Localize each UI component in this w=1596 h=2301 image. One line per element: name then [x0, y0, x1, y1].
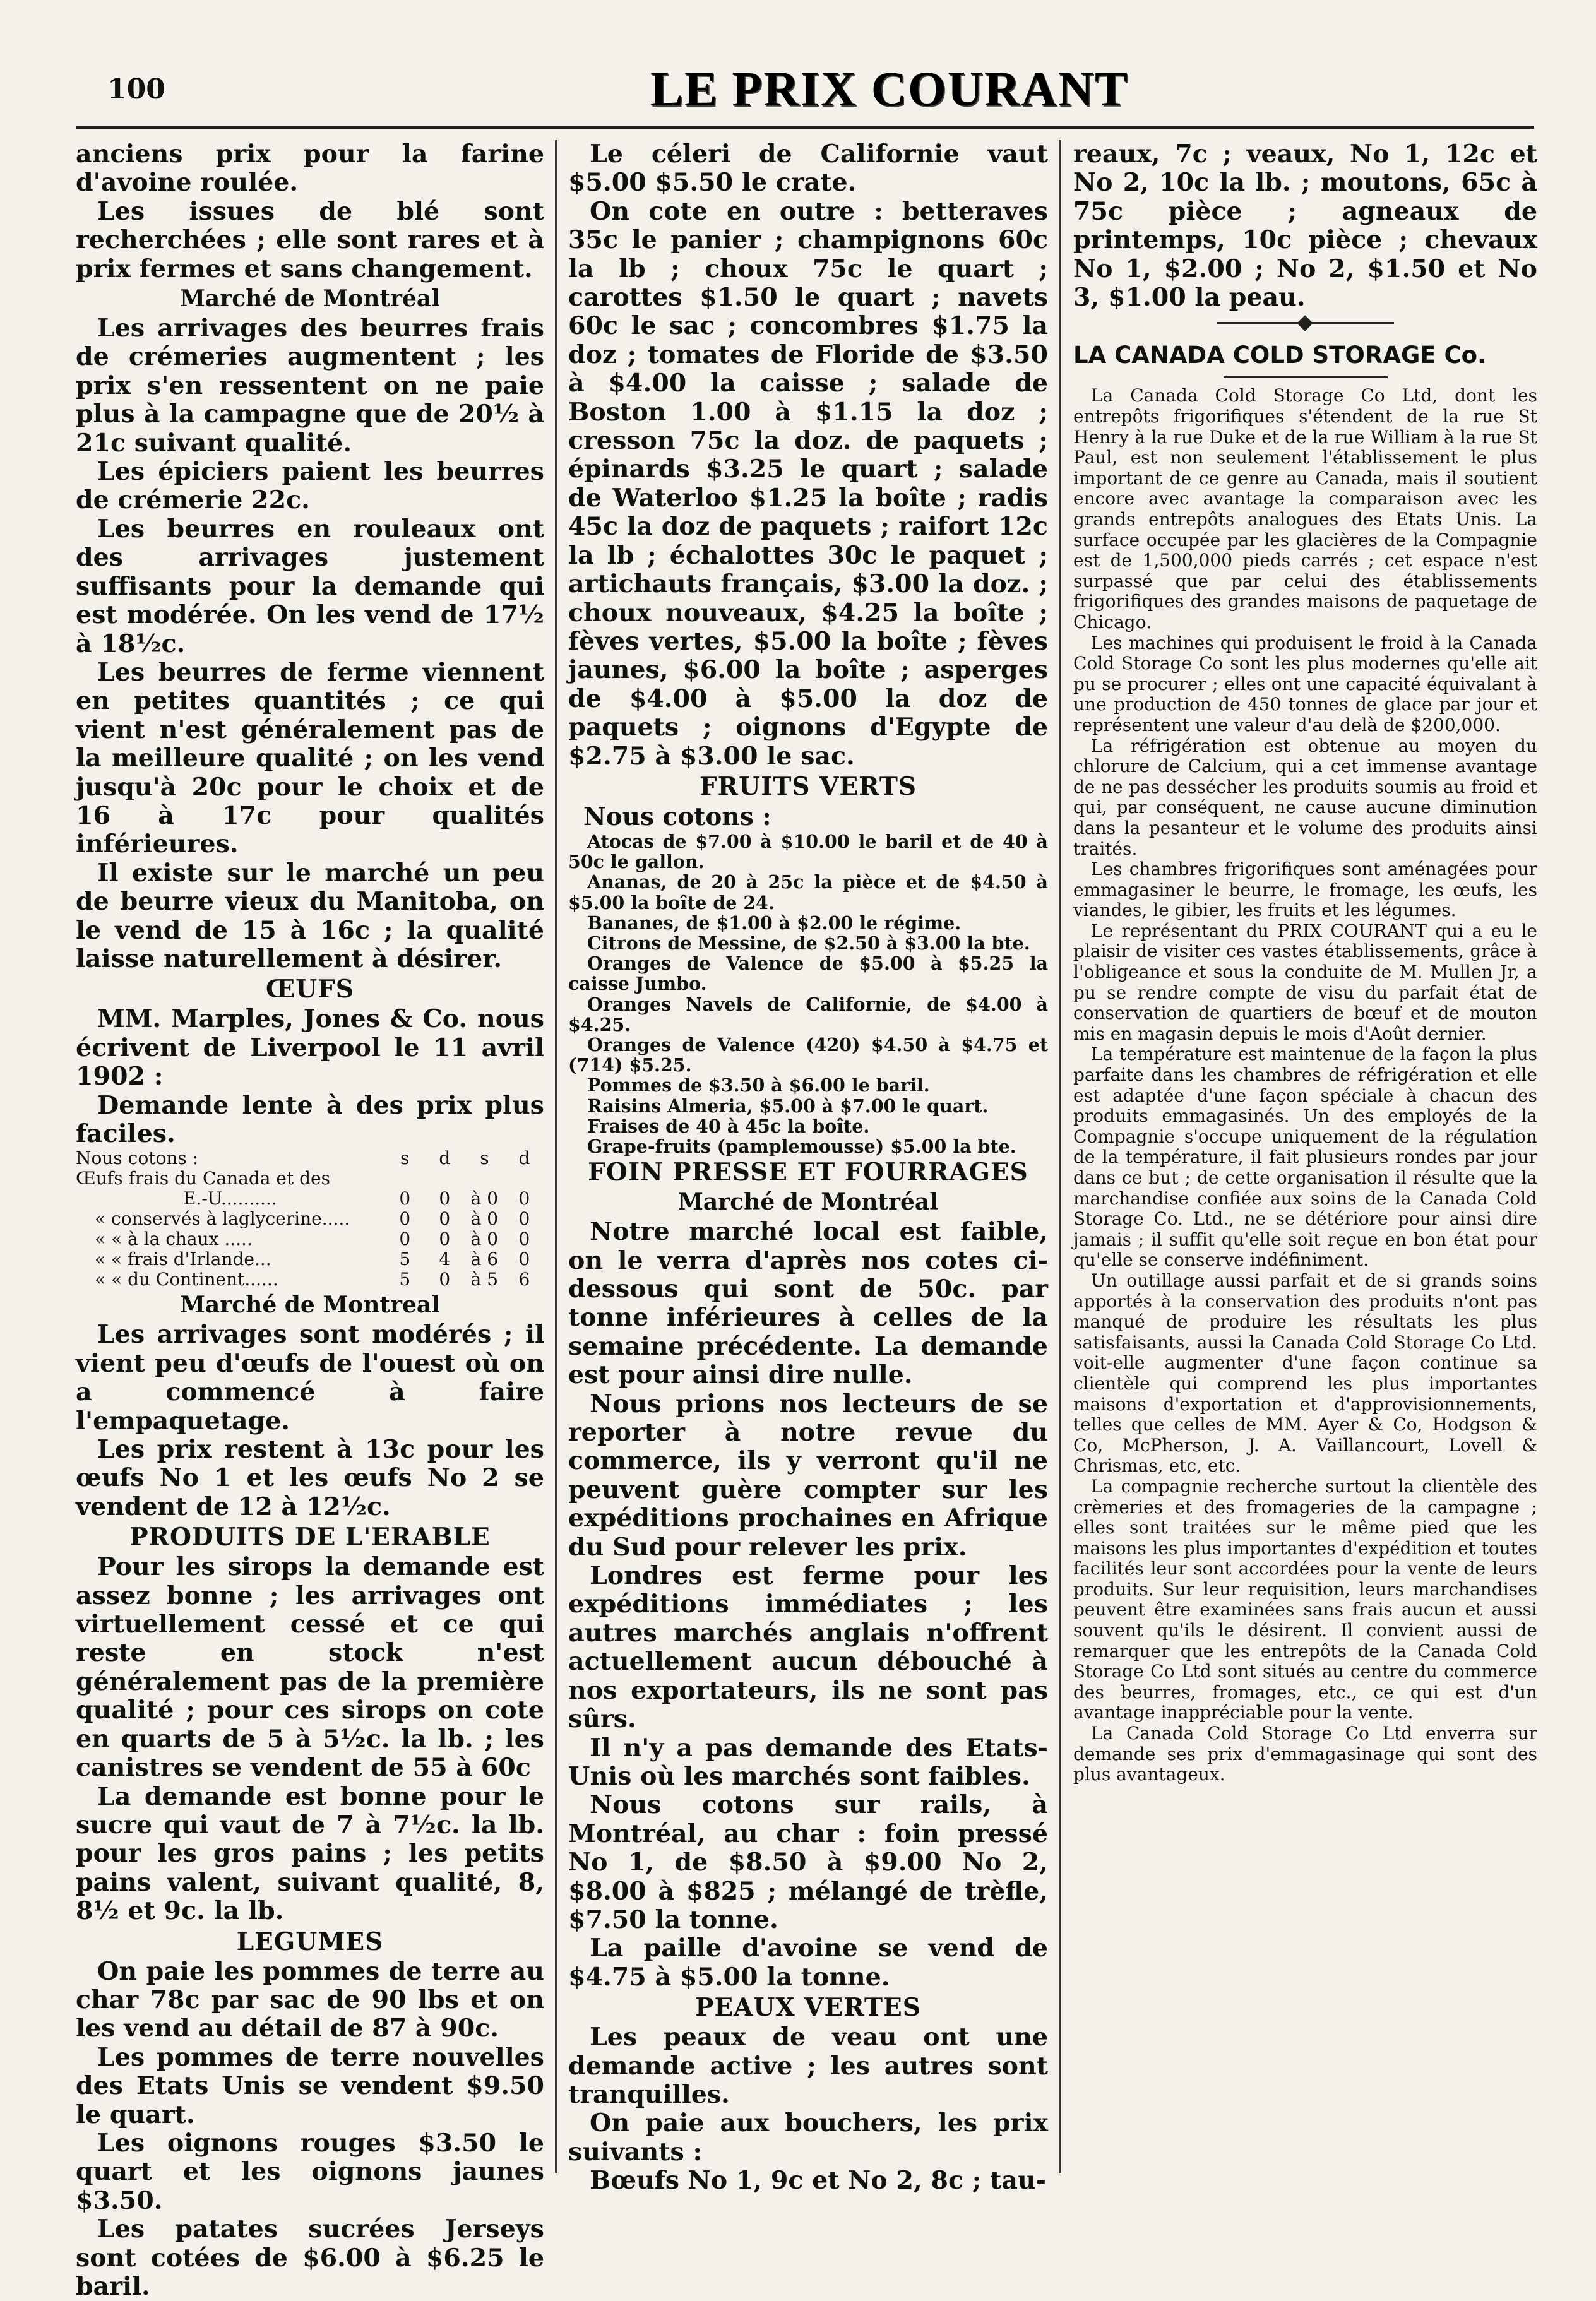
- paragraph: Les prix restent à 13c pour les œufs No 1 et les œufs No 2 se vendent de 12 à 12½c.: [76, 1435, 544, 1521]
- table-cell: 0: [439, 1269, 451, 1290]
- paragraph: Notre marché local est faible, on le verra d'après nos cotes ci-dessous qui sont de 50c. par tonne inférieures à celles de la semaine précédente. La demande est pour ainsi dire nulle.: [568, 1217, 1048, 1390]
- paragraph: reaux, 7c ; veaux, No 1, 12c et No 2, 10c la lb. ; moutons, 65c à 75c pièce ; agneaux de printemps, 10c pièce ; chevaux No 1, $2.00 ; No 2, $1.50 et No 3, $1.00 la peau.: [1073, 140, 1537, 312]
- table-cell: 0: [439, 1188, 451, 1210]
- paragraph: Le céleri de Californie vaut $5.00 $5.50 le crate.: [568, 140, 1048, 198]
- list-item: Raisins Almeria, $5.00 à $7.00 le quart.: [587, 1095, 989, 1117]
- list-item: Pommes de $3.50 à $6.00 le baril.: [587, 1074, 930, 1097]
- table-cell: 0: [518, 1208, 530, 1230]
- table-cell: 0: [518, 1188, 530, 1210]
- section-heading: Marché de Montréal: [180, 285, 440, 312]
- table-cell: 4: [439, 1249, 451, 1270]
- table-cell: 5: [399, 1269, 411, 1290]
- table-cell: [504, 1168, 544, 1189]
- paragraph: La réfrigération est obtenue au moyen du chlorure de Calcium, qui a cet immense avantage de ne pas dessécher les produits soumis au froid et qui, par conséquent, ne cause aucune diminution dans la pesanteur et le volume des produits ainsi traités.: [1073, 735, 1537, 859]
- paragraph: Pour les sirops la demande est assez bonne ; les arrivages ont virtuellement cessé et ce qui reste en stock n'est généralement pas de la première qualité ; pour ces sirops on cote en quarts de 5 à 5½c. la lb. ; les canistres se vendent de 55 à 60c: [76, 1552, 544, 1783]
- column-divider: [1059, 140, 1061, 2173]
- table-cell: [425, 1168, 465, 1189]
- paragraph: Demande lente à des prix plus faciles.: [76, 1090, 544, 1148]
- header-rule: [76, 126, 1534, 129]
- table-row: [76, 1189, 544, 1209]
- table-row: [76, 1269, 544, 1290]
- paragraph: La température est maintenue de la façon la plus parfaite dans les chambres de réfrigération et elle est adaptée d'une façon spéciale à chacun des produits emmagasinés. Un des employés de la Compagnie s'occupe uniquement de la régulation de la température, il fait plusieurs rondes par jour dans ce but ; de cette organisation il résulte que la marchandise confiée aux soins de la Canada Cold Storage Co. Ltd., ne se détériore pour ainsi dire jamais ; il suffit qu'elle soit reçue en bon état pour qu'elle se conserve indéfiniment.: [1073, 1043, 1537, 1271]
- table-row: [76, 1229, 544, 1249]
- list-item: Bananes, de $1.00 à $2.00 le régime.: [587, 912, 962, 934]
- ornamental-divider: [1217, 322, 1394, 324]
- paragraph: Londres est ferme pour les expéditions immédiates ; les autres marchés anglais n'offrent actuellement aucun débouché à nos exportateurs, ils ne sont pas sûrs.: [568, 1561, 1048, 1734]
- paragraph: La paille d'avoine se vend de $4.75 à $5.00 la tonne.: [568, 1934, 1048, 1992]
- paragraph: Les chambres frigorifiques sont aménagées pour emmagasiner le beurre, le fromage, les œufs, les viandes, le gibier, les fruits et les légumes.: [1073, 859, 1537, 921]
- table-cell: 0: [518, 1249, 530, 1270]
- section-heading: Marché de Montreal: [180, 1292, 440, 1319]
- list-item: Ananas, de 20 à 25c la pièce et de $4.50 à $5.00 la boîte de 24.: [568, 871, 1048, 913]
- paragraph: La Canada Cold Storage Co Ltd enverra sur demande ses prix d'emmagasinage qui sont des plus avantageux.: [1073, 1723, 1537, 1785]
- paragraph: Les arrivages sont modérés ; il vient peu d'œufs de l'ouest où on a commencé à faire l'empaquetage.: [76, 1320, 544, 1436]
- list-item: Oranges de Valence (420) $4.50 à $4.75 et (714) $5.25.: [568, 1033, 1048, 1076]
- paragraph: On cote en outre : betteraves 35c le panier ; champignons 60c la lb ; choux 75c le quart ; carottes $1.50 le quart ; navets 60c le sac ; concombres $1.75 la doz ; tomates de Floride de $3.50 à $4.00 la caisse ; salade de Boston 1.00 à $1.15 la doz ; cresson 75c la doz. de paquets ; épinards $3.25 le quart ; salade de Waterloo $1.25 la boîte ; radis 45c la doz de paquets ; raifort 12c la lb ; échalottes 30c le paquet ; artichauts français, $3.00 la doz. ; choux nouveaux, $4.25 la boîte ; fèves vertes, $5.00 la boîte ; fèves jaunes, $6.00 la boîte ; asperges de $4.00 à $5.00 la doz de paquets ; oignons d'Egypte de $2.75 à $3.00 le sac.: [568, 196, 1048, 771]
- table-cell: « « frais d'Irlande...: [95, 1249, 271, 1270]
- table-cell: à 0: [470, 1188, 499, 1210]
- table-row: [76, 1209, 544, 1229]
- table-cell: d: [439, 1148, 451, 1169]
- table-cell: [385, 1168, 425, 1189]
- paragraph: MM. Marples, Jones & Co. nous écrivent de Liverpool le 11 avril 1902 :: [76, 1004, 544, 1091]
- table-cell: Nous cotons :: [76, 1148, 199, 1169]
- egg-price-table: [76, 1148, 544, 1290]
- paragraph: Les machines qui produisent le froid à la Canada Cold Storage Co sont les plus modernes qu'elle ait pu se procurer ; elles ont une capacité équivalant à une production de 450 tonnes de glace par jour et représentent une valeur d'au delà de $200,000.: [1073, 632, 1537, 735]
- paragraph: Les pommes de terre nouvelles des Etats Unis se vendent $9.50 le quart.: [76, 2042, 544, 2129]
- section-heading: ŒUFS: [266, 975, 354, 1004]
- section-heading: LA CANADA COLD STORAGE Co.: [1073, 342, 1487, 369]
- table-cell: « conservés à laglycerine.....: [95, 1208, 350, 1230]
- section-heading: PRODUITS DE L'ERABLE: [129, 1523, 491, 1552]
- paragraph: Les épiciers paient les beurres de crémerie 22c.: [76, 457, 544, 515]
- paragraph: anciens prix pour la farine d'avoine roulée.: [76, 140, 544, 198]
- page-number: 100: [107, 73, 165, 105]
- section-heading: FRUITS VERTS: [699, 771, 917, 801]
- paragraph: Le représentant du PRIX COURANT qui a eu le plaisir de visiter ces vastes établissements, grâce à l'obligeance et sous la conduite de M. Mullen Jr, a pu se rendre compte de visu du parfait état de conservation de quartiers de bœuf et de mouton mis en magasin depuis le mois d'Août dernier.: [1073, 920, 1537, 1044]
- table-cell: 0: [518, 1228, 530, 1250]
- paragraph: On paie les pommes de terre au char 78c par sac de 90 lbs et on les vend au détail de 87 à 90c.: [76, 1956, 544, 2043]
- table-cell: 0: [399, 1208, 411, 1230]
- paragraph: Les oignons rouges $3.50 le quart et les oignons jaunes $3.50.: [76, 2128, 544, 2215]
- table-cell: à 5: [470, 1269, 499, 1290]
- table-cell: « « du Continent......: [95, 1269, 278, 1290]
- table-cell: Œufs frais du Canada et des: [76, 1168, 330, 1189]
- list-item: Fraises de 40 à 45c la boîte.: [587, 1115, 870, 1137]
- table-header-row: [76, 1148, 544, 1168]
- article-body: [1073, 386, 1537, 1785]
- paragraph: Il n'y a pas demande des Etats-Unis où les marchés sont faibles.: [568, 1733, 1048, 1791]
- table-cell: à 0: [470, 1208, 499, 1230]
- page-header: [107, 56, 1540, 125]
- paragraph: La Canada Cold Storage Co Ltd, dont les entrepôts frigorifiques s'étendent de la rue St Henry à la rue Duke et de la rue William à la rue St Paul, est non seulement l'établissement le plus important de ce genre au Canada, mais il soutient encore avec avantage la comparaison avec les grands entrepôts analogues des Etats Unis. La surface occupée par les glacières de la Compagnie est de 1,500,000 pieds carrés ; cet espace n'est surpassé que par celui des établissements frigorifiques des grandes maisons de paquetage de Chicago.: [1073, 385, 1537, 633]
- list-item: Atocas de $7.00 à $10.00 le baril et de 40 à 50c le gallon.: [568, 830, 1048, 873]
- fruit-price-list: [568, 802, 1048, 1156]
- paragraph: Les peaux de veau ont une demande active ; les autres sont tranquilles.: [568, 2023, 1048, 2109]
- table-cell: 0: [439, 1208, 451, 1230]
- table-cell: « « à la chaux .....: [95, 1228, 253, 1250]
- section-heading: LEGUMES: [236, 1927, 384, 1956]
- section-heading: PEAUX VERTES: [695, 1993, 921, 2023]
- table-row: [76, 1168, 544, 1189]
- list-item: Oranges Navels de Californie, de $4.00 à $4.25.: [568, 993, 1048, 1035]
- column-3: [1073, 140, 1537, 2185]
- table-cell: 0: [399, 1228, 411, 1250]
- table-cell: 5: [399, 1249, 411, 1270]
- section-heading: FOIN PRESSE ET FOURRAGES: [588, 1158, 1028, 1187]
- table-row: [76, 1249, 544, 1269]
- table-cell: à 6: [470, 1249, 499, 1270]
- paragraph: Les beurres de ferme viennent en petites quantités ; ce qui vient n'est généralement pas de la meilleure qualité ; on les vend jusqu'à 20c pour le choix et de 16 à 17c pour qualités inférieures.: [76, 657, 544, 859]
- paragraph: La compagnie recherche surtout la clientèle des crèmeries et des fromageries de la campagne ; elles sont traitées sur le même pied que les maisons les plus importantes d'expédition et toutes facilités leur sont accordées pour la vente de leurs produits. Sur leur requisition, leurs marchandises peuvent être examinées sans frais aucun et aussi souvent qu'ils le désirent. Il convient aussi de remarquer que les entrepôts de la Canada Cold Storage Co Ltd sont situés au centre du commerce des beurres, fromages, etc., ce qui est d'un avantage inappréciable pour la vente.: [1073, 1475, 1537, 1723]
- table-cell: [465, 1168, 504, 1189]
- list-item: Oranges de Valence de $5.00 à $5.25 la caisse Jumbo.: [568, 953, 1048, 995]
- paragraph: Nous cotons sur rails, à Montréal, au char : foin pressé No 1, de $8.50 à $9.00 No 2, $8.00 à $825 ; mélangé de trèfle, $7.50 la tonne.: [568, 1790, 1048, 1934]
- table-cell: d: [518, 1148, 530, 1169]
- table-cell: 0: [439, 1228, 451, 1250]
- column-1: [76, 140, 544, 2301]
- table-cell: 0: [399, 1188, 411, 1210]
- section-heading: Marché de Montréal: [678, 1189, 938, 1216]
- paragraph: Les patates sucrées Jerseys sont cotées de $6.00 à $6.25 le baril.: [76, 2215, 544, 2301]
- list-item: Grape-fruits (pamplemousse) $5.00 la bte.: [587, 1135, 1016, 1157]
- paragraph: Il existe sur le marché un peu de beurre vieux du Manitoba, on le vend de 15 à 16c ; la qualité laisse naturellement à désirer.: [76, 858, 544, 973]
- table-cell: s: [480, 1148, 489, 1169]
- divider: [1224, 376, 1388, 378]
- paragraph: Un outillage aussi parfait et de si grands soins apportés à la conservation des produits n'ont pas manqué de produire les résultats les plus satisfaisants, aussi la Canada Cold Storage Co Ltd. voit-elle augmenter d'une façon continue sa clientèle qui comprend les plus importantes maisons d'exportation et d'approvisionnements, telles que celles de MM. Ayer & Co, Hodgson & Co, McPherson, J. A. Vaillancourt, Lovell & Chrismas, etc, etc.: [1073, 1269, 1537, 1477]
- paragraph: On paie aux bouchers, les prix suivants :: [568, 2108, 1048, 2167]
- paragraph: Les issues de blé sont recherchées ; elle sont rares et à prix fermes et sans changement.: [76, 196, 544, 283]
- table-cell: à 0: [470, 1228, 499, 1250]
- column-divider: [555, 140, 557, 2173]
- paragraph: Nous prions nos lecteurs de se reporter à notre revue du commerce, ils y verront qu'il ne peuvent guère compter sur les expéditions prochaines en Afrique du Sud pour relever les prix.: [568, 1389, 1048, 1562]
- paragraph: Bœufs No 1, 9c et No 2, 8c ; tau-: [590, 2166, 1047, 2196]
- table-cell: E.-U..........: [183, 1188, 277, 1210]
- paragraph: Les arrivages des beurres frais de crémeries augmentent ; les prix s'en ressentent on ne paie plus à la campagne que de 20½ à 21c suivant qualité.: [76, 314, 544, 458]
- table-cell: 6: [518, 1269, 530, 1290]
- column-2: [568, 140, 1048, 2196]
- paragraph: Les beurres en rouleaux ont des arrivages justement suffisants pour la demande qui est modérée. On les vend de 17½ à 18½c.: [76, 514, 544, 658]
- list-item: Citrons de Messine, de $2.50 à $3.00 la bte.: [587, 932, 1030, 954]
- table-cell: s: [400, 1148, 410, 1169]
- masthead-logo: LE PRIX COURANT: [650, 61, 1129, 116]
- list-lead: Nous cotons :: [583, 802, 771, 831]
- paragraph: La demande est bonne pour le sucre qui vaut de 7 à 7½c. la lb. pour les gros pains ; les petits pains valent, suivant qualité, 8, 8½ et 9c. la lb.: [76, 1781, 544, 1926]
